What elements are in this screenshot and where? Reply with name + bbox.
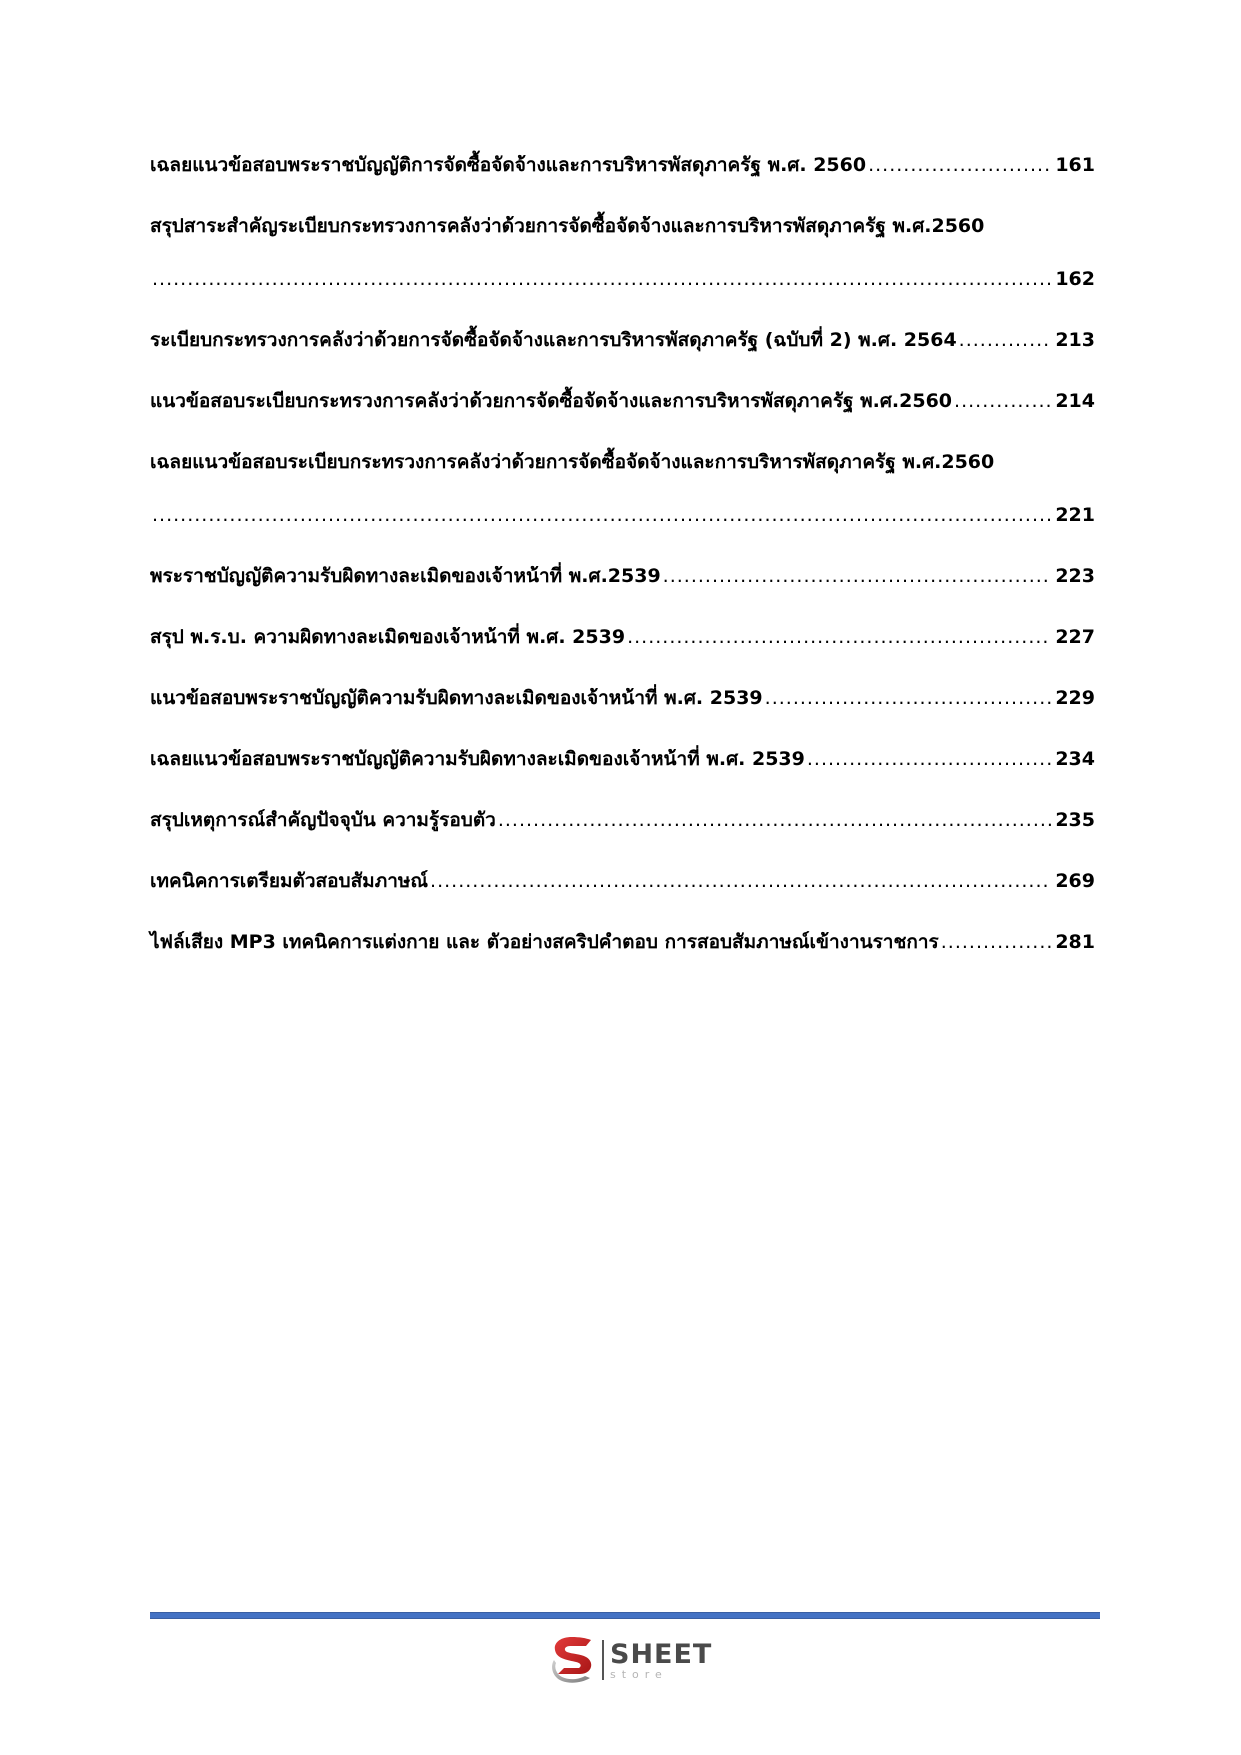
- toc-dot-leader: [498, 805, 1051, 835]
- toc-entry-page: 269: [1055, 870, 1095, 892]
- toc-entry[interactable]: [150, 447, 1095, 530]
- toc-dot-leader: [430, 866, 1051, 896]
- logo-wordmark: SHEET: [610, 1638, 713, 1670]
- toc-entry-title: แนวข้อสอบระเบียบกระทรวงการคลังว่าด้วยการจัดซื้อจัดจ้างและการบริหารพัสดุภาครัฐ พ.ศ.2560: [150, 390, 953, 412]
- toc-entry[interactable]: [150, 386, 1095, 416]
- toc-entry[interactable]: [150, 325, 1095, 355]
- toc-entry-title: ระเบียบกระทรวงการคลังว่าด้วยการจัดซื้อจัดจ้างและการบริหารพัสดุภาครัฐ (ฉบับที่ 2) พ.ศ. 2564: [150, 329, 957, 351]
- toc-entry-page: 229: [1055, 687, 1095, 709]
- toc-entry-page: 162: [1055, 268, 1095, 290]
- toc-entry[interactable]: [150, 211, 1095, 294]
- footer-rule: [150, 1612, 1100, 1619]
- toc-dot-leader: [959, 325, 1052, 355]
- toc-entry-page: 223: [1055, 565, 1095, 587]
- toc-entry-page: 214: [1055, 390, 1095, 412]
- toc-entry[interactable]: [150, 622, 1095, 652]
- toc-entry-page: 161: [1055, 154, 1095, 176]
- toc-dot-leader: [941, 927, 1052, 957]
- toc-entry-title: เฉลยแนวข้อสอบพระราชบัญญัติการจัดซื้อจัดจ้างและการบริหารพัสดุภาครัฐ พ.ศ. 2560: [150, 154, 867, 176]
- toc-entry-title: พระราชบัญญัติความรับผิดทางละเมิดของเจ้าหน้าที่ พ.ศ.2539: [150, 565, 661, 587]
- toc-entry-title: แนวข้อสอบพระราชบัญญัติความรับผิดทางละเมิดของเจ้าหน้าที่ พ.ศ. 2539: [150, 687, 763, 709]
- toc-dot-leader: [663, 561, 1052, 591]
- toc-entry-title: เฉลยแนวข้อสอบพระราชบัญญัติความรับผิดทางละเมิดของเจ้าหน้าที่ พ.ศ. 2539: [150, 748, 805, 770]
- toc-entry-page: 234: [1055, 748, 1095, 770]
- toc-entry[interactable]: [150, 683, 1095, 713]
- toc-entry-page: 281: [1055, 931, 1095, 953]
- toc-entry-page: 235: [1055, 809, 1095, 831]
- toc-entry-page: 213: [1055, 329, 1095, 351]
- logo-subtitle: store: [610, 1667, 668, 1681]
- toc-entry-title: สรุปเหตุการณ์สำคัญปัจจุบัน ความรู้รอบตัว: [150, 809, 496, 831]
- sheet-store-s-icon: [548, 1635, 596, 1685]
- toc-entry[interactable]: [150, 744, 1095, 774]
- toc-entry[interactable]: [150, 150, 1095, 180]
- toc-entry-title: เฉลยแนวข้อสอบระเบียบกระทรวงการคลังว่าด้วยการจัดซื้อจัดจ้างและการบริหารพัสดุภาครัฐ พ.ศ.2560: [150, 451, 995, 473]
- toc-dot-leader: [807, 744, 1051, 774]
- toc-dot-leader: [152, 264, 1051, 294]
- toc-entry[interactable]: [150, 561, 1095, 591]
- toc-entry[interactable]: [150, 866, 1095, 896]
- toc-dot-leader: [152, 500, 1051, 530]
- logo-separator: [602, 1640, 604, 1680]
- toc-dot-leader: [765, 683, 1052, 713]
- toc-dot-leader: [627, 622, 1051, 652]
- sheet-store-logo: [548, 1634, 712, 1686]
- toc-entry-page: 227: [1055, 626, 1095, 648]
- toc-entry-title: สรุป พ.ร.บ. ความผิดทางละเมิดของเจ้าหน้าที่ พ.ศ. 2539: [150, 626, 626, 648]
- logo-text: [610, 1638, 713, 1681]
- toc-entry-title: เทคนิคการเตรียมตัวสอบสัมภาษณ์: [150, 870, 429, 892]
- toc-dot-leader: [954, 386, 1051, 416]
- table-of-contents: [150, 150, 1095, 988]
- toc-entry-title: สรุปสาระสำคัญระเบียบกระทรวงการคลังว่าด้วยการจัดซื้อจัดจ้างและการบริหารพัสดุภาครัฐ พ.ศ.2560: [150, 215, 985, 237]
- toc-entry[interactable]: [150, 927, 1095, 957]
- toc-entry-title: ไฟล์เสียง MP3 เทคนิคการแต่งกาย และ ตัวอย่างสคริปคำตอบ การสอบสัมภาษณ์เข้างานราชการ: [150, 931, 939, 953]
- toc-dot-leader: [868, 150, 1051, 180]
- toc-entry[interactable]: [150, 805, 1095, 835]
- toc-entry-page: 221: [1055, 504, 1095, 526]
